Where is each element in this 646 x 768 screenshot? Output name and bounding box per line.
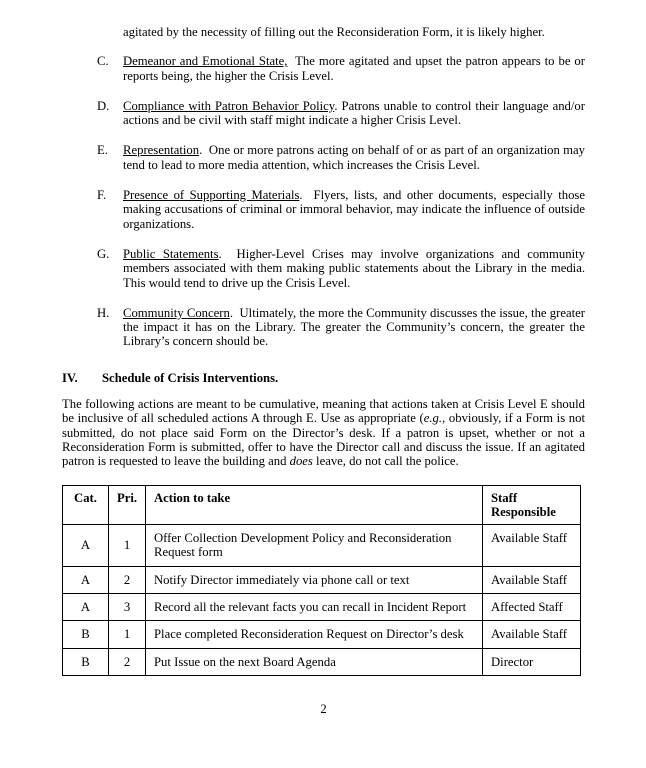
item-heading: Compliance with Patron Behavior Policy bbox=[123, 98, 335, 113]
item-letter: G. bbox=[97, 246, 110, 261]
section-heading bbox=[62, 371, 585, 385]
table-row bbox=[63, 648, 581, 675]
item-body-text: . Higher-Level Crises may involve organizations and community members associated with them making public statements about the Library in the media. This would tend to drive up the Crisis Level. bbox=[123, 246, 585, 290]
cell-staff: Director bbox=[483, 648, 581, 675]
table-row bbox=[63, 594, 581, 621]
continuation-paragraph: agitated by the necessity of filling out the Reconsideration Form, it is likely higher. bbox=[123, 25, 545, 39]
column-header-pri: Pri. bbox=[109, 485, 146, 525]
cell-pri: 1 bbox=[109, 621, 146, 648]
paragraph-text: , obviously, if a Form is not submitted, do not place said Form on the Director’s desk. If a patron is upset, whether or not a Reconsideration Form is submitted, offer to have the Director call and discuss the issue. If an agitated patron is requested to leave the building and bbox=[62, 411, 585, 469]
item-text bbox=[123, 188, 585, 231]
cell-pri: 1 bbox=[109, 525, 146, 567]
list-item-g bbox=[62, 247, 585, 290]
section-numeral: IV. bbox=[62, 370, 78, 385]
item-letter: H. bbox=[97, 305, 110, 320]
item-heading: Demeanor and Emotional State, bbox=[123, 54, 288, 69]
item-heading: Representation bbox=[123, 143, 200, 158]
item-heading: Presence of Supporting Materials bbox=[123, 188, 300, 203]
table-row bbox=[63, 525, 581, 567]
cell-action: Offer Collection Development Policy and Reconsideration Request form bbox=[146, 525, 483, 567]
list-item-e bbox=[62, 143, 585, 172]
paragraph-text: leave, do not call the police. bbox=[312, 454, 459, 469]
item-letter: F. bbox=[97, 188, 107, 203]
cell-staff: Available Staff bbox=[483, 621, 581, 648]
paragraph-italic: e.g. bbox=[423, 411, 443, 426]
cell-cat: A bbox=[63, 566, 109, 593]
item-heading: Community Concern bbox=[123, 305, 230, 320]
column-header-staff: Staff Responsible bbox=[483, 485, 581, 525]
cell-staff: Available Staff bbox=[483, 566, 581, 593]
cell-pri: 2 bbox=[109, 648, 146, 675]
page-number: 2 bbox=[320, 701, 327, 716]
cell-pri: 3 bbox=[109, 594, 146, 621]
table-header-row bbox=[63, 485, 581, 525]
item-heading: Public Statements bbox=[123, 246, 219, 261]
list-item-c bbox=[62, 54, 585, 83]
section-title: Schedule of Crisis Interventions. bbox=[102, 370, 279, 385]
paragraph-text: The following actions are meant to be cumulative, meaning that actions taken at Crisis Level E should be inclusive of all scheduled actions A through E. Use as appropriate ( bbox=[62, 397, 585, 426]
item-body-text: The more agitated and upset the patron appears to be or reports being, the higher the Crisis Level. bbox=[123, 54, 585, 83]
table-row bbox=[63, 621, 581, 648]
cell-cat: A bbox=[63, 594, 109, 621]
cell-cat: B bbox=[63, 621, 109, 648]
item-body-text: . Ultimately, the more the Community discusses the issue, the greater the impact it has on the Library. The greater the Community’s concern, the greater the Library’s concern should be. bbox=[123, 305, 585, 349]
cell-cat: B bbox=[63, 648, 109, 675]
interventions-table bbox=[62, 485, 581, 676]
cell-pri: 2 bbox=[109, 566, 146, 593]
item-body-text: . One or more patrons acting on behalf of or as part of an organization may tend to lead to more media attention, which increases the Crisis Level. bbox=[123, 143, 585, 172]
list-item-f bbox=[62, 188, 585, 231]
paragraph-italic: does bbox=[289, 454, 313, 469]
cell-staff: Available Staff bbox=[483, 525, 581, 567]
cell-action: Place completed Reconsideration Request on Director’s desk bbox=[146, 621, 483, 648]
column-header-cat: Cat. bbox=[63, 485, 109, 525]
item-text bbox=[123, 143, 585, 172]
item-text bbox=[123, 306, 585, 349]
list-item-h bbox=[62, 306, 585, 349]
item-letter: D. bbox=[97, 98, 110, 113]
cell-action: Record all the relevant facts you can recall in Incident Report bbox=[146, 594, 483, 621]
cell-cat: A bbox=[63, 525, 109, 567]
item-body-text: . Patrons unable to control their language and/or actions and be civil with staff might indicate a higher Crisis Level. bbox=[123, 98, 585, 128]
item-text bbox=[123, 54, 585, 83]
item-body-text: . Flyers, lists, and other documents, especially those making accusations of criminal or immoral behavior, may indicate the influence of outside organizations. bbox=[123, 188, 585, 231]
cell-action: Put Issue on the next Board Agenda bbox=[146, 648, 483, 675]
intro-paragraph bbox=[62, 397, 585, 468]
item-letter: E. bbox=[97, 143, 108, 158]
item-text bbox=[123, 247, 585, 290]
cell-staff: Affected Staff bbox=[483, 594, 581, 621]
column-header-action: Action to take bbox=[146, 485, 483, 525]
item-letter: C. bbox=[97, 54, 109, 69]
table-row bbox=[63, 566, 581, 593]
list-item-d bbox=[62, 99, 585, 128]
cell-action: Notify Director immediately via phone call or text bbox=[146, 566, 483, 593]
item-text bbox=[123, 99, 585, 128]
